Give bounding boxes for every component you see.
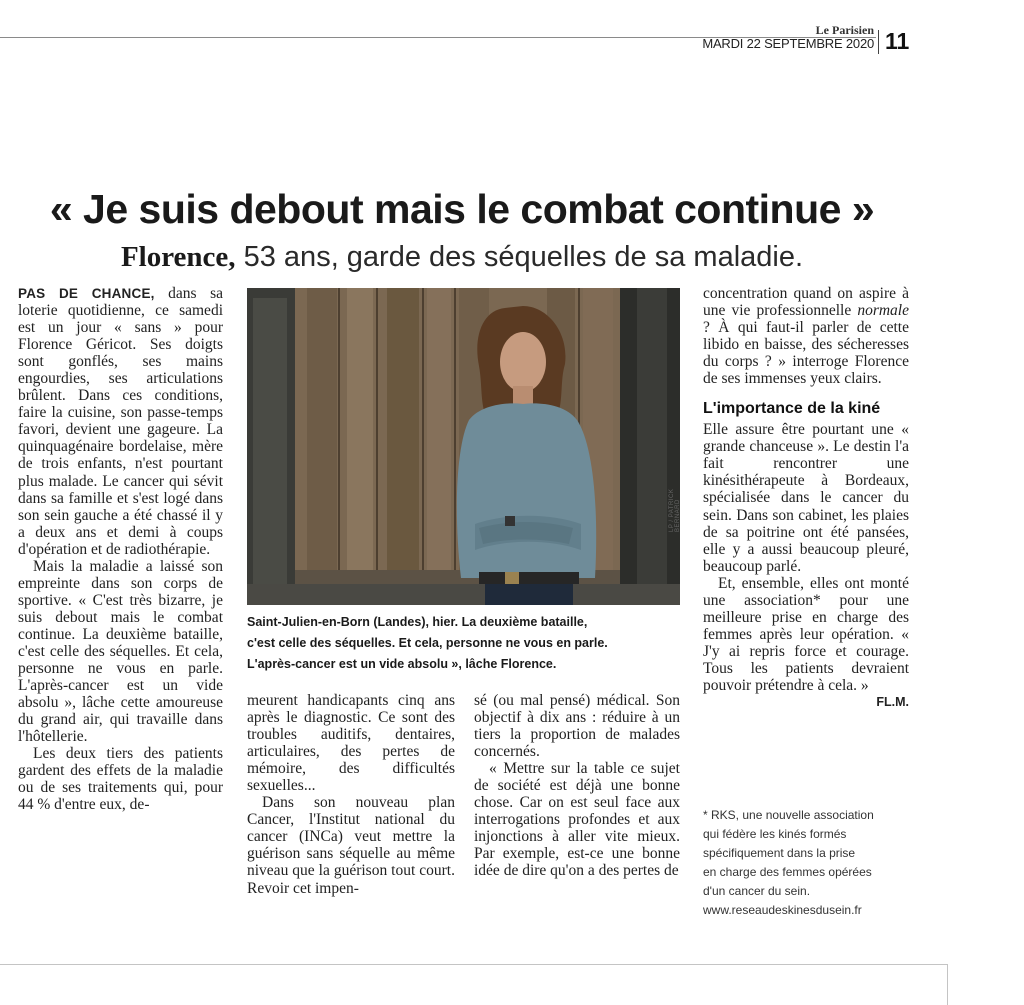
article-column-1 <box>18 285 223 813</box>
footnote <box>703 806 913 920</box>
paragraph-text: dans sa loterie quotidienne, ce samedi est un jour « sans » pour Florence Géricot. Ses doigts sont gonflés, ses mains engourdies, ses articulations brûlent. Dans ces conditions, faire la cuisine, son passe-temps favori, devient une gageure. La quinquagénaire bordelaise, mère de trois enfants, n'est pourtant plus malade. Le cancer qui sévit dans sa famille et s'est logé dans son sein gauche a été chassé il y a deux ans et demi à coups d'opération et de radiothérapie. <box>18 285 223 558</box>
caption-line: L'après-cancer est un vide absolu », lâche Florence. <box>247 657 557 671</box>
paragraph <box>703 574 909 710</box>
subheadline-name: Florence, <box>120 241 236 273</box>
page-number-divider <box>878 30 879 54</box>
section-subheading: L'importance de la kiné <box>703 400 881 418</box>
paragraph-text: ? À qui faut-il parler de cette libido en baisse, des sécheresses du corps ? » interroge Florence de ses immenses yeux clairs. <box>703 319 909 388</box>
lead-in: PAS DE CHANCE, <box>18 286 155 301</box>
emphasis-text: normale <box>857 302 909 320</box>
masthead <box>702 24 874 51</box>
footnote-line: d'un cancer du sein. <box>703 884 811 898</box>
article-photo <box>247 288 680 605</box>
paragraph-text: concentration quand on aspire à une vie professionnelle <box>703 285 909 320</box>
paragraph: Les deux tiers des patients gardent des effets de la maladie ou de ses traitements qui, pour 44 % d'entre eux, de- <box>18 745 223 814</box>
article-subheadline <box>0 238 924 276</box>
paragraph-text: Et, ensemble, elles ont monté une association* pour une meilleure prise en charge des femmes après leur opération. « J'y ai repris force et courage. Tous les patients devraient pouvoir prétendre à cela. » <box>703 574 909 694</box>
paragraph <box>18 285 223 558</box>
caption-line: c'est celle des séquelles. Et cela, personne ne vous en parle. <box>247 636 608 650</box>
article-column-3 <box>474 692 680 880</box>
newspaper-name: Le Parisien <box>815 23 874 37</box>
caption-line: Saint-Julien-en-Born (Landes), hier. La deuxième bataille, <box>247 615 588 629</box>
next-article-frame <box>0 964 948 1005</box>
article-column-2 <box>247 692 455 897</box>
article-column-4 <box>703 285 909 711</box>
footnote-line: en charge des femmes opérées <box>703 865 872 879</box>
paragraph: « Mettre sur la table ce sujet de société est déjà une bonne chose. Car on est seul face aux interrogations profondes et aux injonctions à aller vite mieux. Par exemple, est-ce une bonne idée de dire qu'on a des pertes de <box>474 760 680 880</box>
paragraph: Elle assure être pourtant une « grande chanceuse ». Le destin l'a fait rencontrer une kinésithérapeute à Bordeaux, spécialisée dans le cancer du sein. Dans son cabinet, les plaies de sa poitrine ont été pansées, elle y a aussi beaucoup pleuré, beaucoup parlé. <box>703 421 909 575</box>
article-headline: « Je suis debout mais le combat continue » <box>49 186 875 232</box>
page-number: 11 <box>885 28 910 54</box>
photo-credit: LP / PATRICK BERNARD <box>669 488 681 532</box>
footnote-url: www.reseaudeskinesdusein.fr <box>703 903 862 917</box>
footnote-line: * RKS, une nouvelle association <box>703 808 874 822</box>
photo-caption <box>247 612 687 675</box>
footnote-line: qui fédère les kinés formés <box>703 827 847 841</box>
issue-date: MARDI 22 SEPTEMBRE 2020 <box>702 36 874 51</box>
paragraph: sé (ou mal pensé) médical. Son objectif à dix ans : réduire à un tiers la proportion de malades concernés. <box>474 692 680 761</box>
footnote-line: spécifiquement dans la prise <box>703 846 856 860</box>
subheadline-text: 53 ans, garde des séquelles de sa maladie. <box>235 241 804 273</box>
paragraph: Mais la maladie a laissé son empreinte dans son corps de sportive. « C'est très bizarre, je suis debout mais le combat continue. La deuxième bataille, c'est celle des séquelles. Et cela, personne ne vous en parle. L'après-cancer est un vide absolu », lâche cette amoureuse du grand air, qui travaille dans l'hôtellerie. <box>18 557 223 746</box>
paragraph <box>703 285 909 387</box>
author-signature: FL.M. <box>876 695 909 710</box>
paragraph: meurent handicapants cinq ans après le diagnostic. Ce sont des troubles auditifs, dentaires, articulaires, des pertes de mémoire, des difficultés sexuelles... <box>247 692 455 795</box>
woman-at-wooden-door-image <box>247 288 680 605</box>
paragraph: Dans son nouveau plan Cancer, l'Institut national du cancer (INCa) veut mettre la guérison sans séquelle au même niveau que la guérison tout court. Revoir cet impen- <box>247 794 455 897</box>
